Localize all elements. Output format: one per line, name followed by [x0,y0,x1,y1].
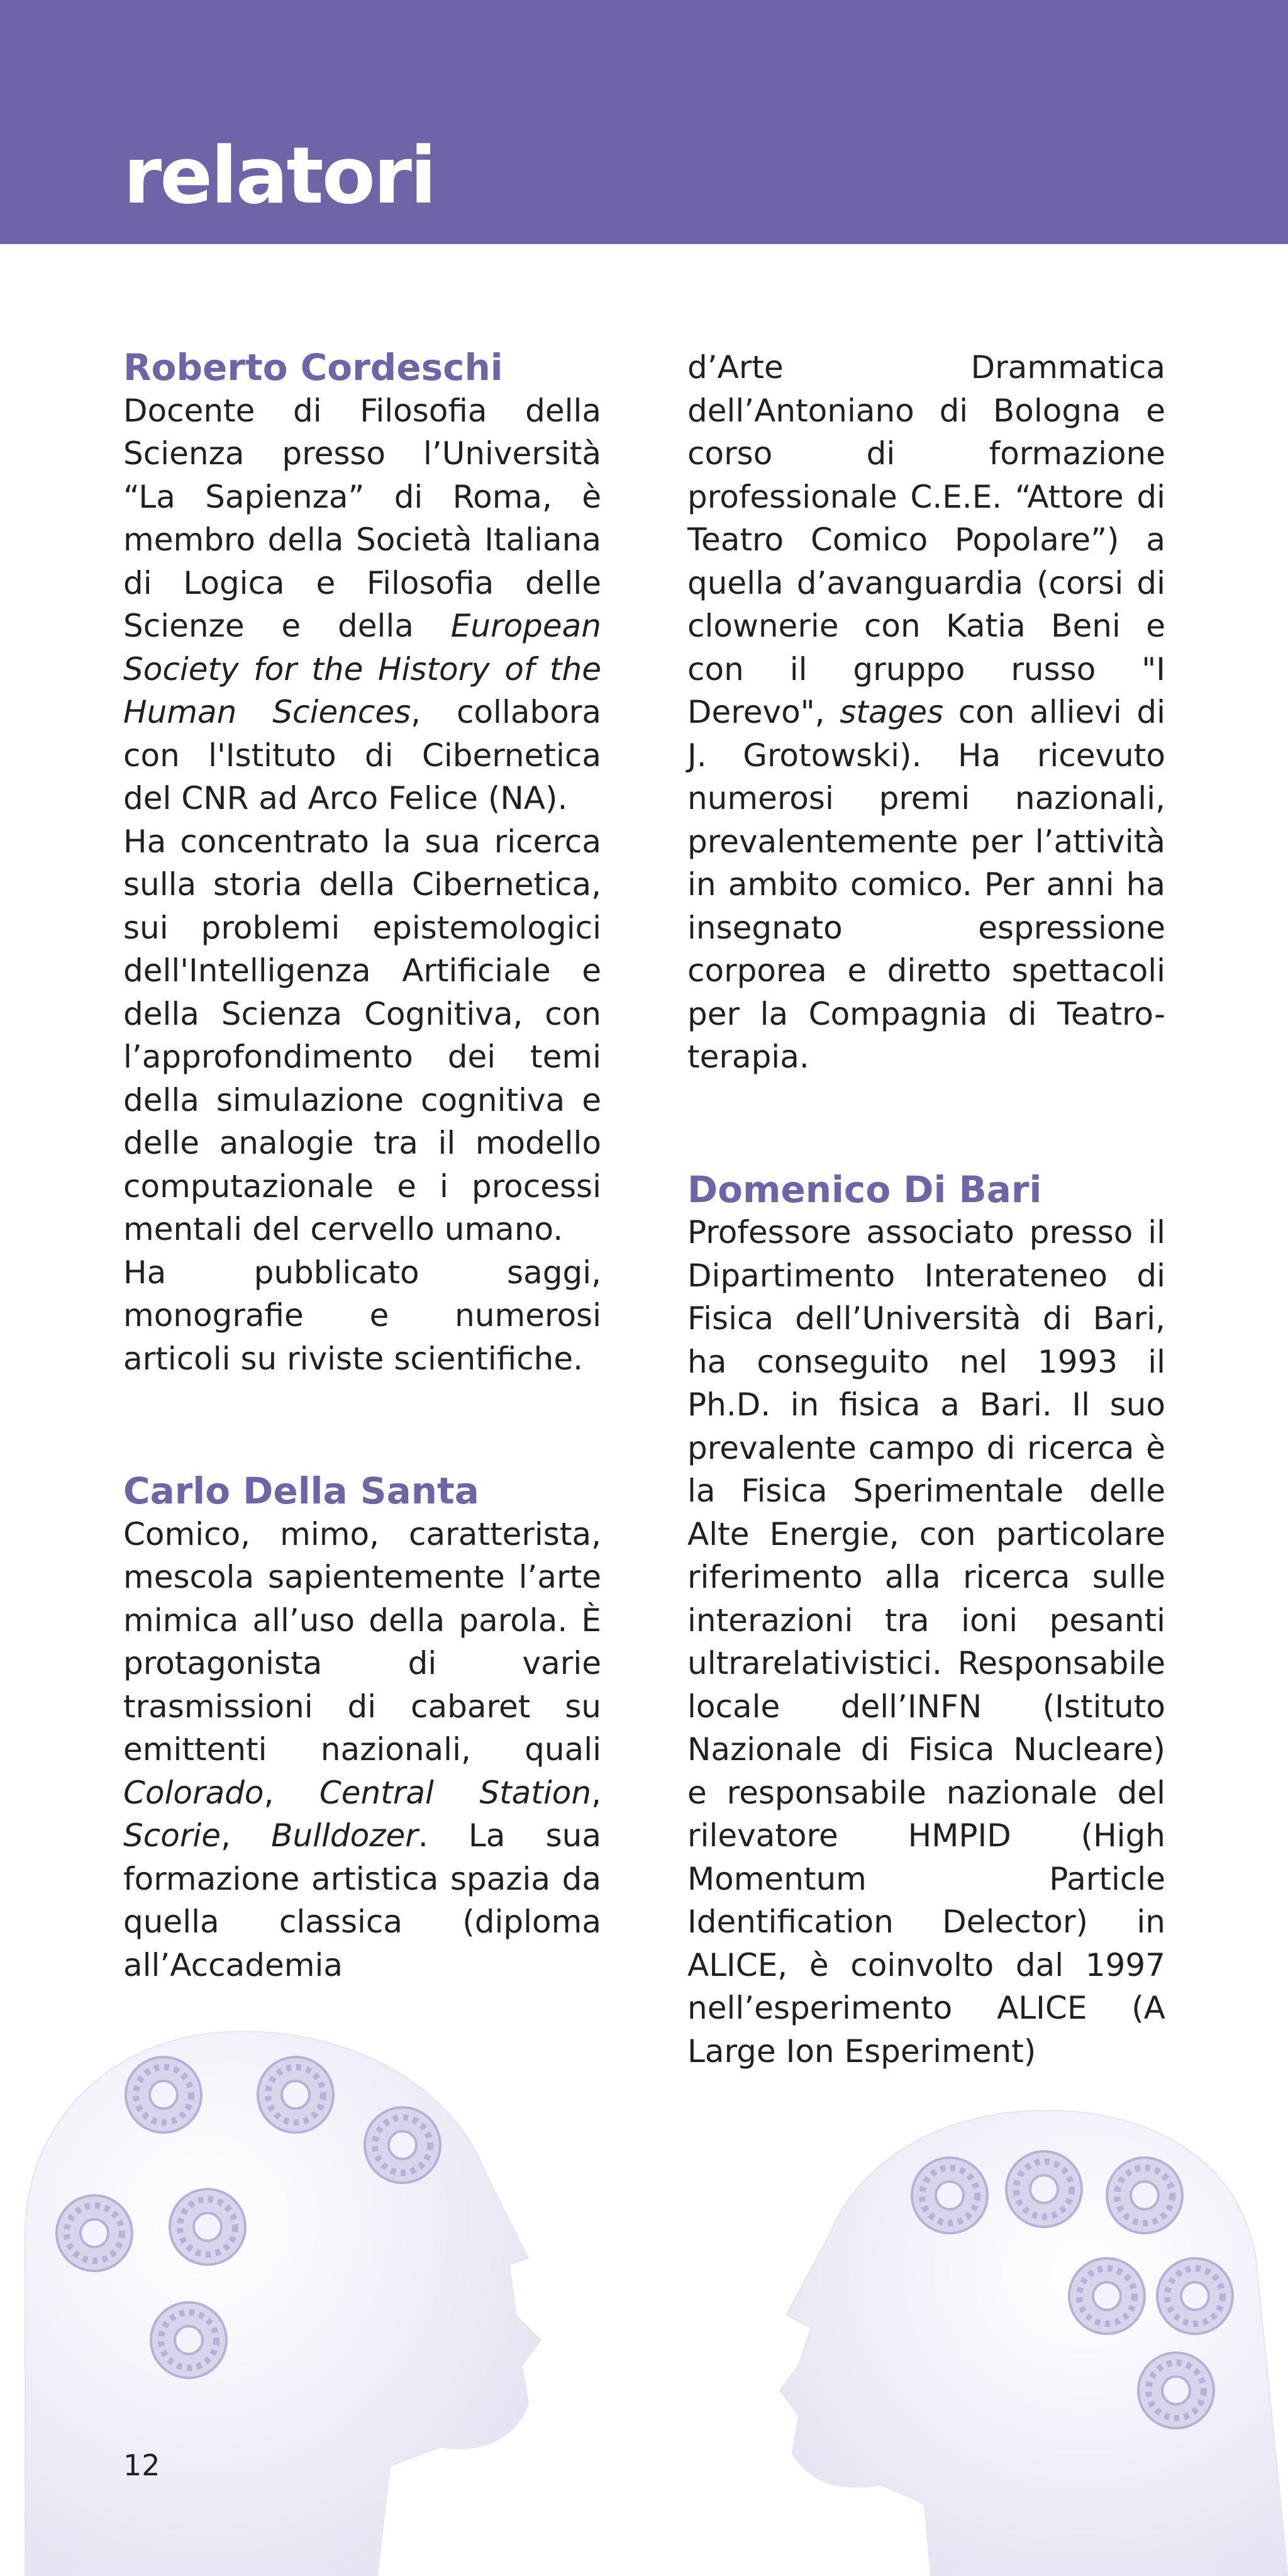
speaker-bio-paragraph: Ha pubblicato saggi, monografie e numerosi articoli su riviste scientifiche. [123,1254,601,1377]
gears-heads-illustration [0,1963,1288,2576]
speaker-name-di-bari: Domenico Di Bari [687,1168,1042,1211]
speaker-name-cordeschi: Roberto Cordeschi [123,346,503,389]
speaker-bio-paragraph: Professore associato presso il Dipartimento Interateneo di Fisica dell’Università di Bari, ha conseguito nel 1993 il Ph.D. in fisica a Bari. Il suo prevalente campo di ricerca è la Fisica Sperimentale delle Alte Energie, con particolare riferimento alla ricerca sulle interazioni tra ioni pesanti ultrarelativistici. Responsabile locale dell’INFN (Istituto Nazionale di Fisica Nucleare) e responsabile nazionale del rilevatore HMPID (High Momentum Particle Identification Delector) in ALICE, è coinvolto dal 1997 nell’esperimento ALICE (A Large Ion Esperiment) [687,1214,1165,2070]
head-right-icon [780,2110,1288,2576]
bio-text: , [221,1817,272,1854]
page-header [0,0,1288,244]
right-column [687,346,1165,2073]
bio-text: , collabora con l'Istituto di Cibernetica del CNR ad Arco Felice (NA). [123,694,601,817]
speaker-bio-paragraph: Ha concentrato la sua ricerca sulla storia della Cibernetica, sui problemi epistemologici dell'Intelligenza Artificiale e della Scienza Cognitiva, con l’approfondimento dei temi della simulazione cognitiva e delle analogie tra il modello computazionale e i processi mentali del cervello umano. [123,823,601,1247]
section-spacer [687,1079,1165,1168]
bio-text: Comico, mimo, caratterista, mescola sapientemente l’arte mimica all’uso della parola. È protagonista di varie trasmissioni di cabaret su emittenti nazionali, quali [123,1515,601,1768]
bio-text: , [264,1774,319,1811]
speaker-name-della-santa: Carlo Della Santa [123,1469,479,1512]
section-spacer [123,1380,601,1469]
speaker-bio-paragraph [123,1513,601,1987]
speaker-bio-paragraph [123,389,601,820]
bio-text: con allievi di J. Grotowski). Ha ricevuto numerosi premi nazionali, prevalentemente per l’attività in ambito comico. Per anni ha insegnato espressione corporea e diretto spettacoli per la Compagnia di Teatro-terapia. [687,694,1165,1075]
left-column [123,346,601,1987]
bio-text: Docente di Filosofia della Scienza presso l’Università “La Sapienza” di Roma, è membro della Società Italiana di Logica e Filosofia delle Scienze e della [123,392,601,644]
page-title: relatori [123,131,435,221]
speaker-bio-paragraph [687,346,1165,1079]
bio-italic-text: Colorado [123,1774,264,1811]
page-number: 12 [123,2448,160,2482]
bio-italic-text: Bulldozer [271,1817,418,1854]
bio-italic-text: Central Station [319,1774,592,1811]
bio-text: d’Arte Drammatica dell’Antoniano di Bologna e corso di formazione professionale C.E.E. “Attore di Teatro Comico Popolare”) a quella d’avanguardia (corsi di clownerie con Katia Beni e con il gruppo russo "I Derevo", [687,349,1165,730]
bio-text: , [591,1774,601,1811]
bio-text: . La sua formazione artistica spazia da quella classica (diploma all’Accademia [123,1817,601,1983]
bio-italic-text: European Society for the History of the Human Sciences [123,608,601,730]
bio-italic-text: stages [840,694,944,730]
bio-italic-text: Scorie [123,1817,221,1854]
head-left-icon [25,2031,541,2576]
